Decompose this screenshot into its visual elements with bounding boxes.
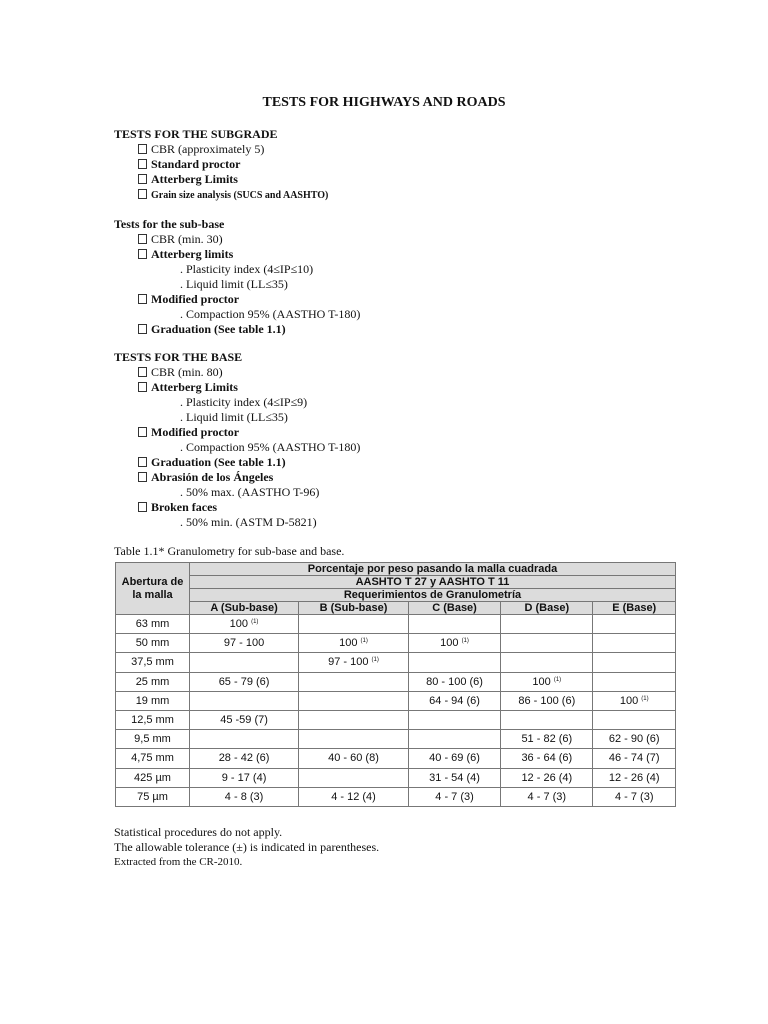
gradation-value: 40 - 60 (8) (328, 752, 379, 765)
sieve-size-cell: 4,75 mm (116, 749, 190, 768)
gradation-cell (299, 749, 409, 768)
checkbox-bullet-icon (138, 427, 147, 437)
header-standard: AASHTO T 27 y AASHTO T 11 (190, 576, 676, 589)
gradation-cell (408, 787, 500, 806)
gradation-cell (299, 787, 409, 806)
gradation-cell (408, 691, 500, 710)
checkbox-bullet-icon (138, 189, 147, 199)
test-item (114, 292, 360, 307)
test-item (114, 365, 360, 380)
sieve-size-cell: 25 mm (116, 672, 190, 691)
column-header: D (Base) (501, 602, 593, 615)
table-row (116, 787, 676, 806)
gradation-value: 40 - 69 (6) (429, 752, 480, 765)
gradation-cell (299, 710, 409, 729)
checkbox-bullet-icon (138, 502, 147, 512)
test-item-label: Modified proctor (151, 425, 240, 439)
test-item (114, 500, 360, 515)
gradation-value: 4 - 8 (3) (224, 790, 264, 803)
corner-label: Abertura de la malla (121, 575, 184, 601)
test-item (114, 425, 360, 440)
gradation-value: 51 - 82 (6) (521, 733, 573, 746)
gradation-cell (501, 768, 593, 787)
table-row (116, 710, 676, 729)
gradation-value: 4 - 7 (3) (614, 790, 654, 803)
test-item-label: Atterberg Limits (151, 172, 238, 186)
test-item-detail: . Plasticity index (4≤IP≤9) (180, 395, 308, 409)
sieve-size-cell: 19 mm (116, 691, 190, 710)
gradation-cell (190, 615, 299, 634)
table-row (116, 730, 676, 749)
column-header: E (Base) (593, 602, 676, 615)
gradation-cell (593, 653, 676, 672)
notes (114, 825, 379, 870)
column-header: A (Sub-base) (190, 602, 299, 615)
gradation-cell (299, 653, 409, 672)
test-item-detail: . Liquid limit (LL≤35) (180, 277, 288, 291)
gradation-cell (190, 730, 299, 749)
test-item-detail: . 50% max. (AASTHO T-96) (180, 485, 320, 499)
gradation-cell (593, 672, 676, 691)
sieve-size-cell: 9,5 mm (116, 730, 190, 749)
table-row (116, 615, 676, 634)
gradation-cell (408, 653, 500, 672)
gradation-cell (593, 787, 676, 806)
gradation-cell (299, 672, 409, 691)
gradation-cell (190, 653, 299, 672)
header-main: Porcentaje por peso pasando la malla cuadrada (190, 563, 676, 576)
test-item-label: CBR (approximately 5) (151, 142, 265, 156)
gradation-value: 64 - 94 (6) (429, 694, 480, 707)
section-0 (114, 127, 328, 203)
checkbox-bullet-icon (138, 159, 147, 169)
gradation-value: 46 - 74 (7) (608, 752, 660, 765)
test-item-label: Broken faces (151, 500, 218, 514)
test-item-label: Graduation (See table 1.1) (151, 322, 286, 336)
gradation-value: 65 - 79 (6) (218, 675, 270, 688)
gradation-cell (299, 691, 409, 710)
footnote-mark: (1) (641, 695, 649, 702)
gradation-cell (593, 691, 676, 710)
test-item-label: Atterberg limits (151, 247, 234, 261)
sieve-size-cell: 12,5 mm (116, 710, 190, 729)
test-item (114, 172, 328, 187)
test-item (114, 232, 360, 247)
footnote-mark: (1) (371, 657, 379, 664)
gradation-value: 9 - 17 (4) (221, 771, 267, 784)
gradation-cell (190, 787, 299, 806)
test-item-label: Abrasión de los Ángeles (151, 470, 274, 484)
sieve-size-cell: 37,5 mm (116, 653, 190, 672)
gradation-value: 36 - 64 (6) (521, 752, 573, 765)
gradation-cell (190, 691, 299, 710)
gradation-value: 28 - 42 (6) (218, 752, 270, 765)
table-row (116, 653, 676, 672)
test-item (114, 470, 360, 485)
gradation-cell (501, 749, 593, 768)
gradation-value: 4 - 7 (3) (527, 790, 567, 803)
gradation-value: 100 (440, 637, 459, 650)
checkbox-bullet-icon (138, 249, 147, 259)
gradation-cell (593, 730, 676, 749)
gradation-cell (408, 768, 500, 787)
gradation-cell (593, 749, 676, 768)
footnote-mark: (1) (251, 619, 259, 626)
sieve-size-cell: 425 µm (116, 768, 190, 787)
gradation-cell (501, 615, 593, 634)
gradation-cell (299, 730, 409, 749)
note-tolerance: The allowable tolerance (±) is indicated in parentheses. (114, 840, 380, 854)
gradation-value: 4 - 7 (3) (435, 790, 474, 803)
gradation-cell (408, 672, 500, 691)
gradation-value: 100 (619, 694, 639, 707)
note-statistical: Statistical procedures do not apply. (114, 825, 283, 839)
checkbox-bullet-icon (138, 367, 147, 377)
test-item-label: CBR (min. 30) (151, 232, 223, 246)
section-heading: TESTS FOR THE SUBGRADE (114, 127, 278, 141)
checkbox-bullet-icon (138, 382, 147, 392)
checkbox-bullet-icon (138, 457, 147, 467)
gradation-value: 31 - 54 (4) (429, 771, 480, 784)
gradation-cell (299, 768, 409, 787)
gradation-value: 100 (229, 618, 249, 631)
test-item (114, 157, 328, 172)
test-item (114, 455, 360, 470)
page-title: TESTS FOR HIGHWAYS AND ROADS (262, 95, 506, 110)
corner-header (116, 563, 190, 615)
gradation-cell (408, 710, 500, 729)
gradation-cell (299, 615, 409, 634)
table-row (116, 768, 676, 787)
test-item-detail: . Compaction 95% (AASTHO T-180) (180, 440, 361, 454)
checkbox-bullet-icon (138, 472, 147, 482)
gradation-cell (593, 768, 676, 787)
gradation-value: 100 (532, 675, 551, 688)
table-caption: Table 1.1* Granulometry for sub-base and base. (114, 544, 345, 558)
gradation-cell (501, 787, 593, 806)
checkbox-bullet-icon (138, 174, 147, 184)
gradation-cell (190, 710, 299, 729)
gradation-cell (593, 710, 676, 729)
note-source: Extracted from the CR-2010. (114, 856, 243, 868)
table-row (116, 749, 676, 768)
checkbox-bullet-icon (138, 234, 147, 244)
sieve-size-cell: 75 µm (116, 787, 190, 806)
gradation-value: 97 - 100 (328, 656, 369, 669)
test-item-detail: . 50% min. (ASTM D-5821) (180, 515, 317, 529)
test-item (114, 142, 328, 157)
footnote-mark: (1) (461, 638, 469, 645)
test-item-label: Atterberg Limits (151, 380, 238, 394)
section-heading: TESTS FOR THE BASE (114, 350, 243, 364)
checkbox-bullet-icon (138, 324, 147, 334)
section-heading: Tests for the sub-base (114, 217, 225, 231)
gradation-cell (501, 730, 593, 749)
footnote-mark: (1) (360, 638, 368, 645)
section-1 (114, 217, 360, 337)
gradation-value: 97 - 100 (223, 637, 265, 650)
test-item-detail: . Compaction 95% (AASTHO T-180) (180, 307, 361, 321)
gradation-cell (408, 730, 500, 749)
gradation-cell (408, 634, 500, 653)
test-item-label: Grain size analysis (SUCS and AASHTO) (151, 190, 329, 201)
section-2 (114, 350, 360, 530)
test-item-detail: . Plasticity index (4≤IP≤10) (180, 262, 314, 276)
gradation-value: 12 - 26 (4) (608, 771, 660, 784)
test-item (114, 322, 360, 337)
test-item-detail: . Liquid limit (LL≤35) (180, 410, 288, 424)
granulometry-table-wrap (115, 562, 676, 807)
sieve-size-cell: 50 mm (116, 634, 190, 653)
checkbox-bullet-icon (138, 144, 147, 154)
column-header: B (Sub-base) (299, 602, 409, 615)
table-row (116, 634, 676, 653)
table-row (116, 691, 676, 710)
gradation-cell (299, 634, 409, 653)
gradation-value: 86 - 100 (6) (518, 694, 576, 707)
gradation-value: 80 - 100 (6) (426, 675, 483, 688)
granulometry-table (115, 562, 676, 807)
footnote-mark: (1) (553, 676, 562, 683)
test-item (114, 247, 360, 262)
gradation-cell (408, 749, 500, 768)
gradation-cell (501, 672, 593, 691)
gradation-cell (501, 634, 593, 653)
test-item-label: Standard proctor (151, 157, 241, 171)
test-item-label: Graduation (See table 1.1) (151, 455, 286, 469)
table-row (116, 672, 676, 691)
gradation-cell (593, 634, 676, 653)
gradation-value: 100 (339, 637, 358, 650)
test-item-label: Modified proctor (151, 292, 240, 306)
gradation-cell (190, 749, 299, 768)
test-item (114, 380, 360, 395)
test-item-label: CBR (min. 80) (151, 365, 223, 379)
sieve-size-cell: 63 mm (116, 615, 190, 634)
gradation-value: 4 - 12 (4) (331, 790, 376, 803)
gradation-cell (190, 768, 299, 787)
gradation-cell (408, 615, 500, 634)
test-item (114, 187, 328, 203)
column-header: C (Base) (408, 602, 500, 615)
gradation-value: 12 - 26 (4) (521, 771, 573, 784)
header-requirements: Requerimientos de Granulometría (190, 589, 676, 602)
gradation-value: 45 -59 (7) (220, 714, 268, 727)
gradation-cell (190, 634, 299, 653)
gradation-cell (501, 710, 593, 729)
checkbox-bullet-icon (138, 294, 147, 304)
gradation-cell (593, 615, 676, 634)
gradation-cell (190, 672, 299, 691)
gradation-value: 62 - 90 (6) (608, 733, 660, 746)
gradation-cell (501, 691, 593, 710)
gradation-cell (501, 653, 593, 672)
